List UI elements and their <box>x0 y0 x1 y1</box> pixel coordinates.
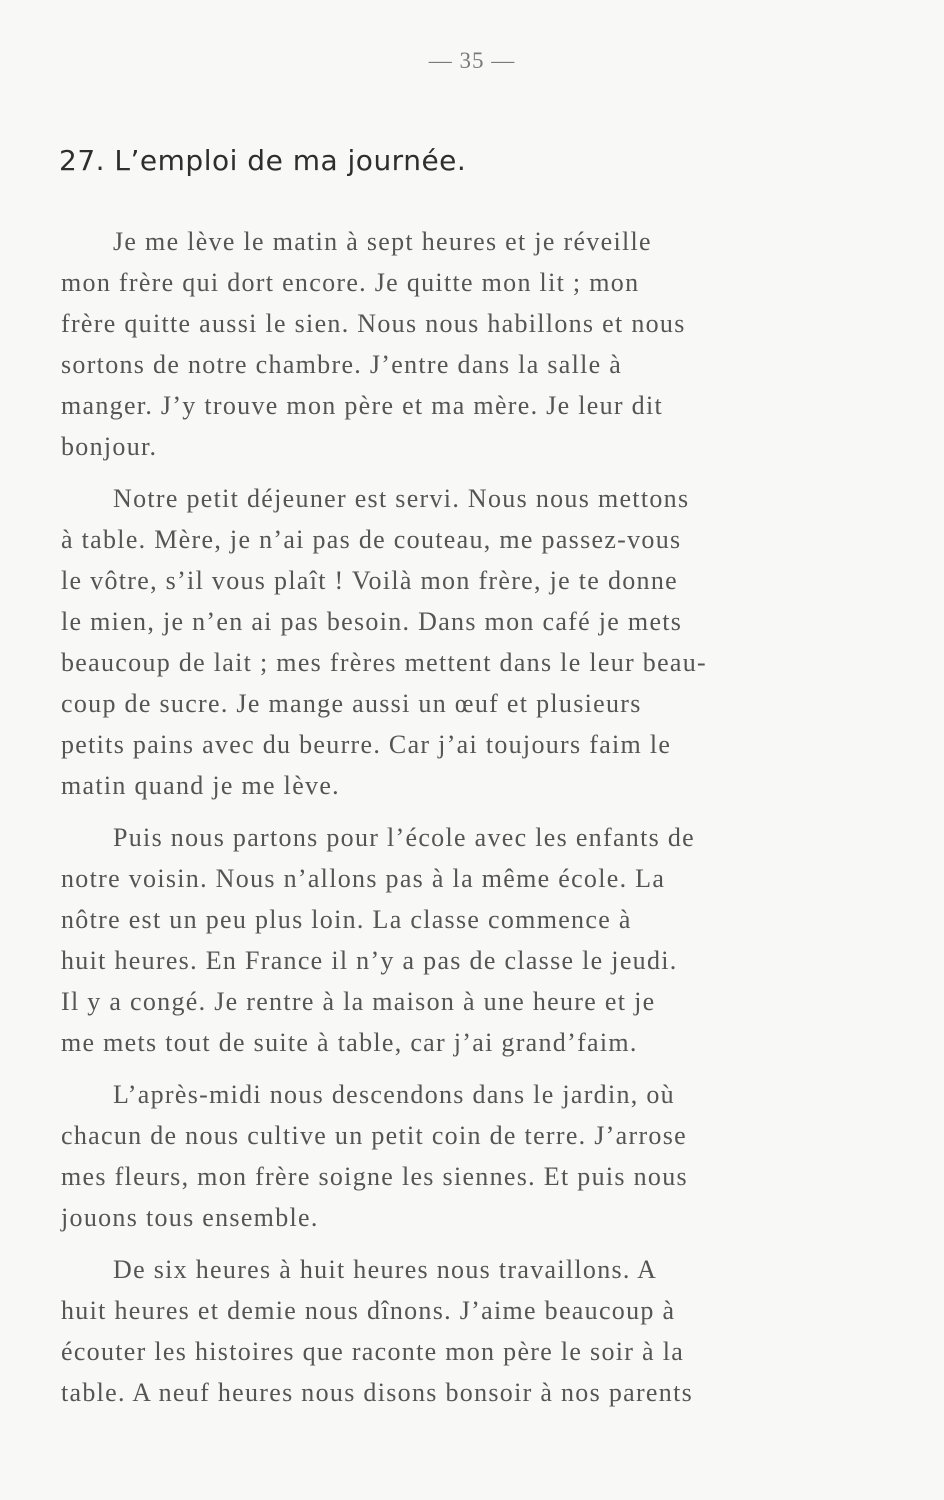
text-line: chacun de nous cultive un petit coin de terre. J’arrose <box>61 1121 687 1150</box>
text-line: Il y a congé. Je rentre à la maison à une heure et je <box>61 987 656 1016</box>
text-line: manger. J’y trouve mon père et ma mère. Je leur dit <box>61 391 664 420</box>
text-line: mes fleurs, mon frère soigne les siennes. Et puis nous <box>61 1162 688 1191</box>
text-line: me mets tout de suite à table, car j’ai grand’faim. <box>61 1028 638 1057</box>
text-line: huit heures. En France il n’y a pas de classe le jeudi. <box>61 946 678 975</box>
text-line: De six heures à huit heures nous travaillons. A <box>113 1255 658 1284</box>
text-line: L’après-midi nous descendons dans le jardin, où <box>113 1080 675 1109</box>
text-line: huit heures et demie nous dînons. J’aime beaucoup à <box>61 1296 676 1325</box>
text-line: sortons de notre chambre. J’entre dans la salle à <box>61 350 623 379</box>
text-line: écouter les histoires que raconte mon père le soir à la <box>61 1337 685 1366</box>
text-line: beaucoup de lait ; mes frères mettent dans le leur beau- <box>61 648 708 677</box>
text-line: notre voisin. Nous n’allons pas à la même école. La <box>61 864 666 893</box>
text-line: le vôtre, s’il vous plaît ! Voilà mon frère, je te donne <box>61 566 678 595</box>
text-line: coup de sucre. Je mange aussi un œuf et plusieurs <box>61 689 642 718</box>
text-line: Notre petit déjeuner est servi. Nous nous mettons <box>113 484 690 513</box>
paragraph <box>61 221 821 467</box>
text-line: petits pains avec du beurre. Car j’ai toujours faim le <box>61 730 672 759</box>
text-line: matin quand je me lève. <box>61 771 340 800</box>
text-line: Puis nous partons pour l’école avec les enfants de <box>113 823 695 852</box>
text-line: Je me lève le matin à sept heures et je réveille <box>113 227 652 256</box>
text-line: bonjour. <box>61 432 158 461</box>
body-text <box>61 221 821 1424</box>
text-line: frère quitte aussi le sien. Nous nous habillons et nous <box>61 309 686 338</box>
text-line: le mien, je n’en ai pas besoin. Dans mon café je mets <box>61 607 683 636</box>
paragraph <box>61 817 821 1063</box>
text-line: nôtre est un peu plus loin. La classe commence à <box>61 905 632 934</box>
paragraph <box>61 1249 821 1413</box>
text-line: mon frère qui dort encore. Je quitte mon lit ; mon <box>61 268 640 297</box>
chapter-title: 27. L’emploi de ma journée. <box>59 144 467 177</box>
paragraph <box>61 478 821 806</box>
page-number: — 35 — <box>428 48 516 73</box>
text-line: à table. Mère, je n’ai pas de couteau, me passez-vous <box>61 525 682 554</box>
text-line: jouons tous ensemble. <box>61 1203 319 1232</box>
text-line: table. A neuf heures nous disons bonsoir à nos parents <box>61 1378 694 1407</box>
paragraph <box>61 1074 821 1238</box>
